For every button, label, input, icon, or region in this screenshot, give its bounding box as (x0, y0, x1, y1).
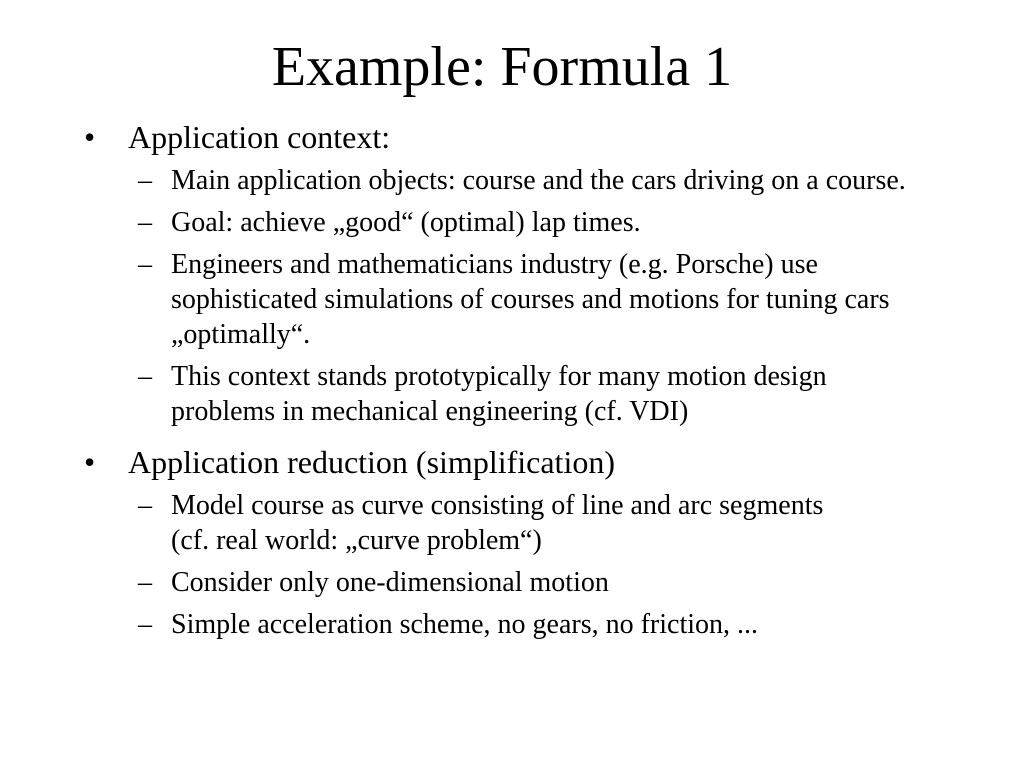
dash-icon: – (138, 249, 152, 280)
bullet-dot-icon: • (84, 119, 96, 155)
sub-bullet (0, 163, 1024, 198)
bullet-text: Application context: (128, 119, 391, 155)
dash-icon: – (138, 361, 152, 392)
bullet-application-reduction (0, 443, 1024, 481)
sub-bullet (0, 607, 1024, 642)
sub-bullet-text: Consider only one-dimensional motion (171, 567, 609, 598)
dash-icon: – (138, 609, 152, 640)
sub-bullet-text: Engineers and mathematicians industry (e.g. Porsche) use sophisticated simulations of courses and motions for tuning cars „optimally“. (171, 249, 890, 350)
bullet-application-context (0, 118, 1024, 156)
slide-title: Example: Formula 1 (271, 36, 733, 98)
bullet-text: Application reduction (simplification) (128, 444, 615, 480)
sub-bullet (0, 205, 1024, 240)
sub-bullet-text: Main application objects: course and the cars driving on a course. (171, 165, 906, 196)
sub-bullet (0, 488, 921, 558)
sub-bullet-text: Simple acceleration scheme, no gears, no friction, ... (171, 609, 759, 640)
sub-bullet (0, 359, 981, 429)
dash-icon: – (138, 490, 152, 521)
dash-icon: – (138, 165, 152, 196)
sub-bullet (0, 565, 1024, 600)
sub-bullet-text: This context stands prototypically for many motion design problems in mechanical engineering (cf. VDI) (171, 361, 827, 427)
slide-content (0, 112, 1024, 642)
sub-bullet-text: Model course as curve consisting of line and arc segments (cf. real world: „curve problem“) (171, 490, 824, 556)
sub-bullet-text: Goal: achieve „good“ (optimal) lap times. (171, 207, 641, 238)
dash-icon: – (138, 567, 152, 598)
bullet-dot-icon: • (84, 444, 96, 480)
sub-bullet (0, 247, 986, 352)
dash-icon: – (138, 207, 152, 238)
